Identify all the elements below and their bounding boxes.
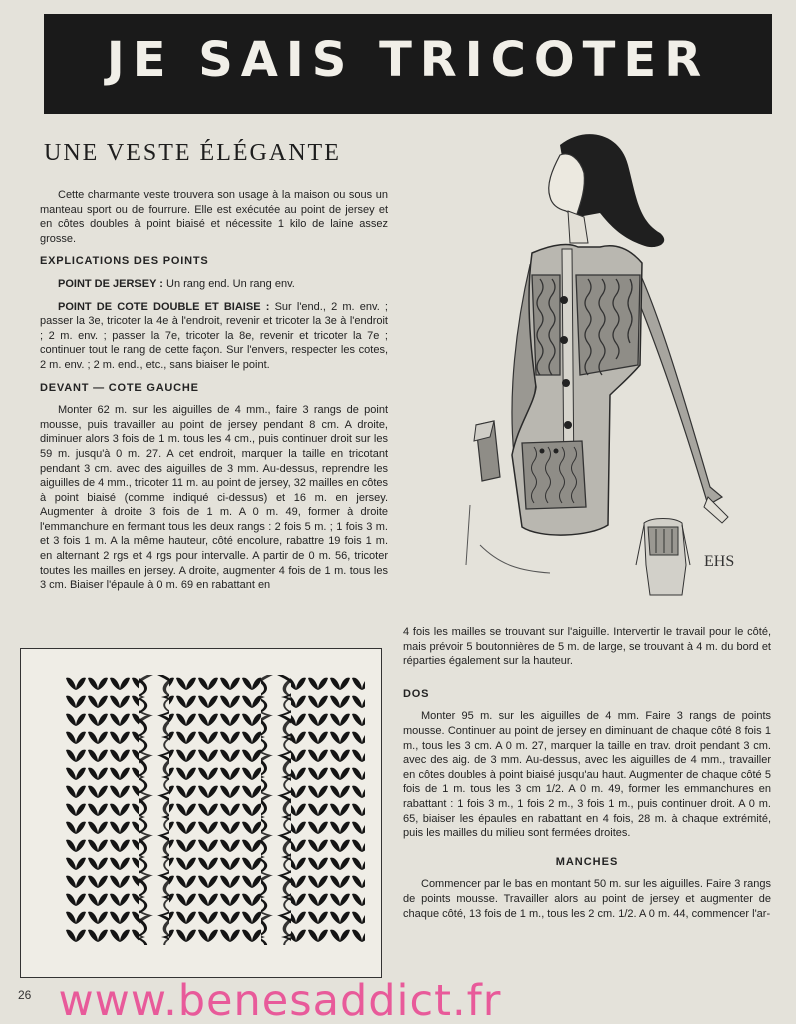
woman-jacket-illustration <box>460 125 750 605</box>
swatch-frame <box>20 648 382 978</box>
devant-continued: 4 fois les mailles se trouvant sur l'aiguille. Intervertir le travail pour le côté, mais prévoir 5 boutonnières de 5 m. de large, se trouvant à 4 m. du bord et réparties également sur la hauteur. <box>403 626 771 668</box>
manches-paragraph: Commencer par le bas en montant 50 m. sur les aiguilles. Faire 3 rangs de points mousse. Travailler alors au point de jersey et augmenter de chaque côté, 13 fois de 1 m., tous les 2 cm. 1/2. A 0 m. 44, commencer l'ar- <box>403 878 771 920</box>
jersey-text: Un rang end. Un rang env. <box>166 277 295 290</box>
jersey-paragraph <box>40 277 388 292</box>
cote-label: POINT DE COTE DOUBLE ET BIAISE : <box>58 300 270 313</box>
intro-paragraph: Cette charmante veste trouvera son usage à la maison ou sous un manteau sport ou de fourrure. Elle est exécutée au point de jersey et en côtes doubles à point biaisé et nécessite 1 kilo de laine assez grosse. <box>40 189 388 245</box>
page-title: JE SAIS TRICOTER <box>106 32 710 88</box>
cote-paragraph <box>40 300 388 373</box>
article-subtitle: UNE VESTE ÉLÉGANTE <box>44 140 341 166</box>
jersey-label: POINT DE JERSEY : <box>58 277 163 290</box>
manches-heading: MANCHES <box>555 855 619 868</box>
page-number: 26 <box>18 988 32 1002</box>
cote-text: Sur l'end., 2 m. env. ; passer la 3e, tricoter la 4e à l'endroit, revenir et tricoter la 3e à l'endroit ; 2 m. env. ; passer la 7e, tricoter la 8e, revenir et tricoter la 7e ; continuer tout le rang de cette façon. Sur l'envers, respecter les cotes, 2 m. env. ; 2 m. end., etc., sans biaiser le point. <box>40 300 388 371</box>
dos-paragraph: Monter 95 m. sur les aiguilles de 4 mm. Faire 3 rangs de points mousse. Continuer au point de jersey en diminuant de chaque côté 8 fois 1 m., tous les 3 cm. A 0 m. 27, marquer la taille en trav. droit pendant 3 cm. avec des aig. de 3 mm. Au-dessus, avec les aiguilles de 4 mm., travailler en côtes doubles à point biaisé jusqu'au haut. Augmenter de chaque côté 5 fois de 1 m. tous les 3 cm 1/2. A 0 m. 49, former les emmanchures en rabattant : 1 fois 3 m., 1 fois 2 m., 3 fois 1 m., puis continuer droit. A 0 m. 65, biaiser les épaules en rabattant en 4 fois, 28 m. à chaque extrémité, puis les mailles du milieu sont fermées droites. <box>403 710 771 840</box>
right-column <box>403 625 771 929</box>
site-watermark: www.benesaddict.fr <box>58 976 502 1024</box>
illustrator-signature: EHS <box>704 553 735 570</box>
points-heading: EXPLICATIONS DES POINTS <box>40 255 209 268</box>
left-column <box>40 188 388 601</box>
devant-paragraph: Monter 62 m. sur les aiguilles de 4 mm., faire 3 rangs de point mousse, puis travailler au point de jersey pendant 8 cm. A droite, diminuer alors 3 fois de 1 m. tous les 4 cm., puis continuer droit sur les 59 m. jusqu'à 0 m. 27. A cet endroit, marquer la taille en tricotant pendant 3 cm. avec des aiguilles de 3 mm. Au-dessus, reprendre les aiguilles de 4 mm., tricoter 11 m. au point de jersey, 32 mailles en côtes à point biaisé (comme indiqué ci-dessus) et 16 m. en jersey. Augmenter à droite 3 fois de 1 m. A 0 m. 49, former à droite l'emmanchure en fermant tous les deux rangs : 2 fois 5 m. ; 1 fois 3 m. et 3 fois 1 m. A la même hauteur, côté encolure, rabattre 19 fois 1 m. en alternant 2 rgs et 4 rgs pour intervalle. A partir de 0 m. 56, tricoter toutes les mailles en jersey. A droite, augmenter 4 fois de 1 m. tous les 3 cm. Biaiser l'épaule à 0 m. 69 en rabattant en <box>40 404 388 592</box>
devant-heading: DEVANT — COTE GAUCHE <box>40 381 199 394</box>
dos-heading: DOS <box>403 687 430 700</box>
title-banner <box>44 14 772 114</box>
knit-stitch-swatch <box>65 675 365 945</box>
jacket-back-sketch <box>636 519 690 596</box>
